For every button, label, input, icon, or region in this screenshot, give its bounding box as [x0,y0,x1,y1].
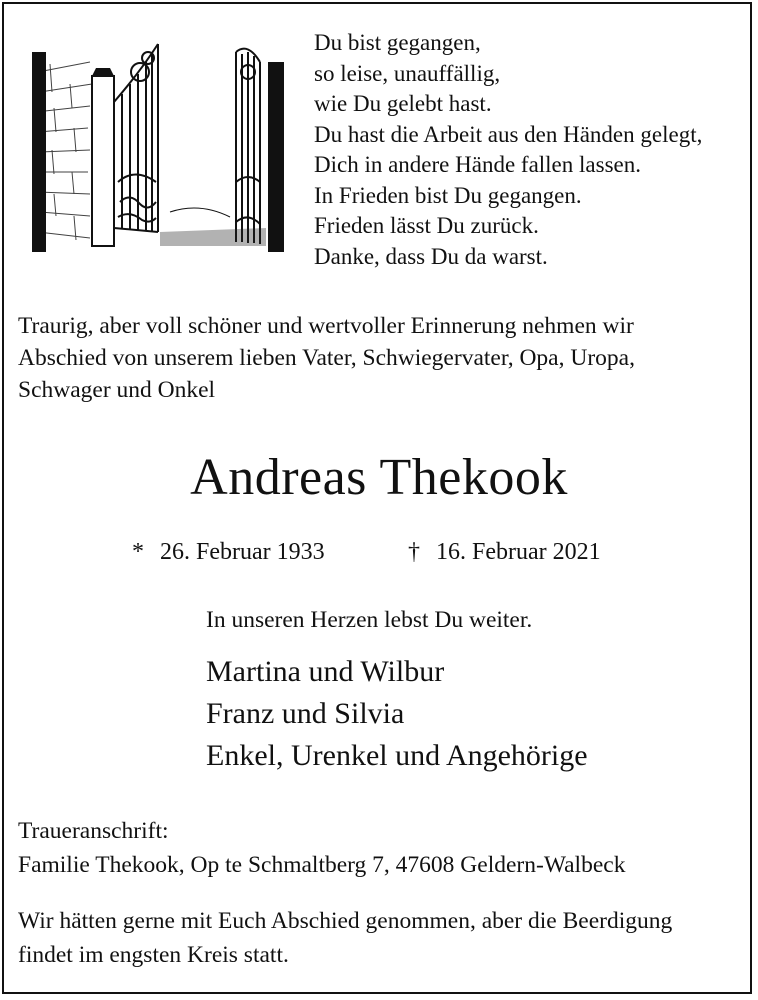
mourner: Martina und Wilbur [206,655,445,688]
birth-date: 26. Februar 1933 [160,539,325,565]
poem-line: Du bist gegangen, [314,30,481,55]
poem-line: In Frieden bist Du gegangen. [314,182,582,208]
birth-date-line [132,537,325,567]
poem-line: Dich in andere Hände fallen lassen. [314,152,641,177]
poem [314,28,702,272]
closing-line: Wir hätten gerne mit Euch Abschied genommen, aber die Beerdigung [18,908,673,934]
open-garden-gate-icon [30,32,290,254]
poem-line: wie Du gelebt hast. [314,91,492,116]
deceased-name: Andreas Thekook [190,449,568,506]
mourning-address [18,814,625,882]
death-date: 16. Februar 2021 [436,539,601,565]
intro-line: Abschied von unserem lieben Vater, Schwiegervater, Opa, Uropa, [18,345,635,371]
death-date-line [408,537,601,567]
poem-line: so leise, unauffällig, [314,60,501,86]
closing-note [18,904,672,972]
mourner: Franz und Silvia [206,697,405,730]
birth-symbol: * [132,539,144,565]
address-line: Familie Thekook, Op te Schmaltberg 7, 47608 Geldern-Walbeck [18,852,626,878]
death-symbol: † [408,539,420,565]
intro-line: Traurig, aber voll schöner und wertvoller Erinnerung nehmen wir [18,313,634,339]
poem-line: Frieden lässt Du zurück. [314,213,539,238]
poem-line: Danke, dass Du da warst. [314,243,548,269]
closing-line: findet im engsten Kreis statt. [18,942,289,968]
poem-line: Du hast die Arbeit aus den Händen gelegt, [314,121,703,147]
address-label: Traueranschrift: [18,818,169,844]
mourners-list [206,651,588,777]
tagline: In unseren Herzen lebst Du weiter. [206,607,533,633]
intro-text [18,310,744,406]
mourner: Enkel, Urenkel und Angehörige [206,739,588,772]
intro-line: Schwager und Onkel [18,377,216,403]
